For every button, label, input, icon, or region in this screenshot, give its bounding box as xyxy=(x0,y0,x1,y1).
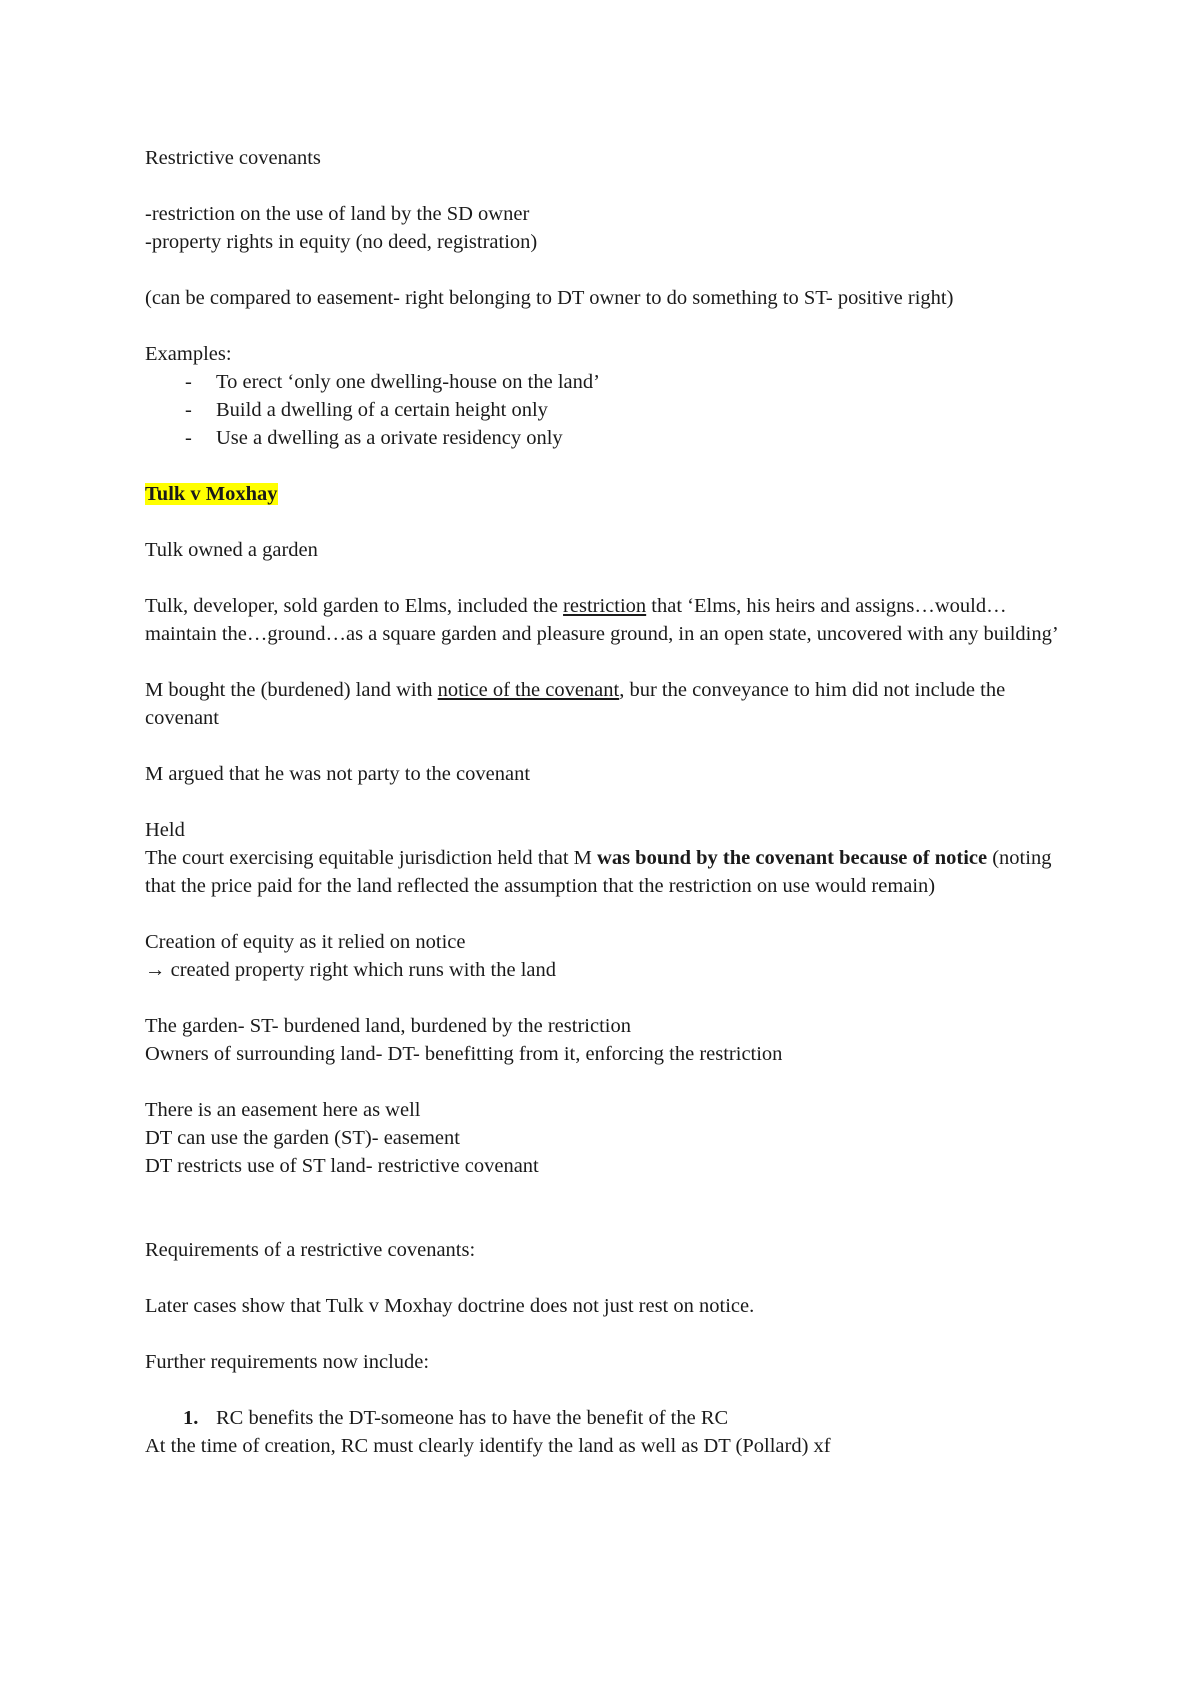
held-text-cont: (noting that the price paid for the land reflected the assumption that the restriction on use would remain) xyxy=(145,847,1052,897)
document-page xyxy=(145,144,1075,1460)
requirements-heading: Requirements of a restrictive covenants: xyxy=(145,1239,476,1261)
case-fact-2-text-cont: that ‘Elms, his heirs and assigns…would…maintain the…ground…as a square garden and pleasure ground, in an open state, uncovered with any building’ xyxy=(145,595,1059,645)
case-fact-3-text-cont: , bur the conveyance to him did not include the covenant xyxy=(145,679,1006,729)
intro-line-1: -restriction on the use of land by the SD owner xyxy=(145,203,530,225)
requirement-text: RC benefits the DT-someone has to have the benefit of the RC xyxy=(216,1407,729,1429)
example-text: Build a dwelling of a certain height only xyxy=(216,399,548,421)
requirement-detail: At the time of creation, RC must clearly identify the land as well as DT (Pollard) xf xyxy=(145,1435,831,1457)
case-fact-4: M argued that he was not party to the covenant xyxy=(145,763,531,785)
case-fact-1: Tulk owned a garden xyxy=(145,539,318,561)
case-fact-3-text: M bought the (burdened) land with xyxy=(145,679,438,701)
case-fact-2 xyxy=(145,592,1075,648)
easement-line-3: DT restricts use of ST land- restrictive covenant xyxy=(145,1155,539,1177)
dash-bullet: - xyxy=(185,399,192,421)
intro-line-2: -property rights in equity (no deed, registration) xyxy=(145,231,538,253)
equity-arrow-text: created property right which runs with the land xyxy=(165,959,557,981)
case-heading: Tulk v Moxhay xyxy=(145,483,278,505)
easement-line-1: There is an easement here as well xyxy=(145,1099,421,1121)
restriction-underlined: restriction xyxy=(563,595,647,617)
further-requirements-line: Further requirements now include: xyxy=(145,1351,430,1373)
document-title: Restrictive covenants xyxy=(145,147,321,169)
equity-line: Creation of equity as it relied on notice xyxy=(145,931,466,953)
examples-list xyxy=(145,368,1075,452)
comparison-note: (can be compared to easement- right belonging to DT owner to do something to ST- positive right) xyxy=(145,287,954,309)
case-heading-line xyxy=(145,480,1075,508)
case-fact-3 xyxy=(145,676,1075,732)
list-item xyxy=(145,424,1075,452)
easement-line-2: DT can use the garden (ST)- easement xyxy=(145,1127,460,1149)
case-fact-2-text: Tulk, developer, sold garden to Elms, included the xyxy=(145,595,564,617)
notice-underlined: notice of the covenant xyxy=(437,679,620,701)
list-item xyxy=(145,396,1075,424)
list-item xyxy=(145,1404,1075,1432)
dash-bullet: - xyxy=(185,371,192,393)
equity-arrow-line xyxy=(145,956,1075,984)
example-text: To erect ‘only one dwelling-house on the land’ xyxy=(216,371,600,393)
later-cases-line: Later cases show that Tulk v Moxhay doctrine does not just rest on notice. xyxy=(145,1295,755,1317)
list-item xyxy=(145,368,1075,396)
list-number: 1. xyxy=(183,1407,199,1429)
held-heading: Held xyxy=(145,819,185,841)
example-text: Use a dwelling as a orivate residency only xyxy=(216,427,563,449)
held-text: The court exercising equitable jurisdiction held that M xyxy=(145,847,598,869)
burden-line-1: The garden- ST- burdened land, burdened by the restriction xyxy=(145,1015,631,1037)
examples-heading: Examples: xyxy=(145,343,232,365)
dash-bullet: - xyxy=(185,427,192,449)
held-bold-text: was bound by the covenant because of notice xyxy=(597,847,988,869)
requirements-list xyxy=(145,1404,1075,1432)
held-paragraph xyxy=(145,844,1075,900)
burden-line-2: Owners of surrounding land- DT- benefitting from it, enforcing the restriction xyxy=(145,1043,783,1065)
arrow-right-icon: → xyxy=(145,959,166,981)
